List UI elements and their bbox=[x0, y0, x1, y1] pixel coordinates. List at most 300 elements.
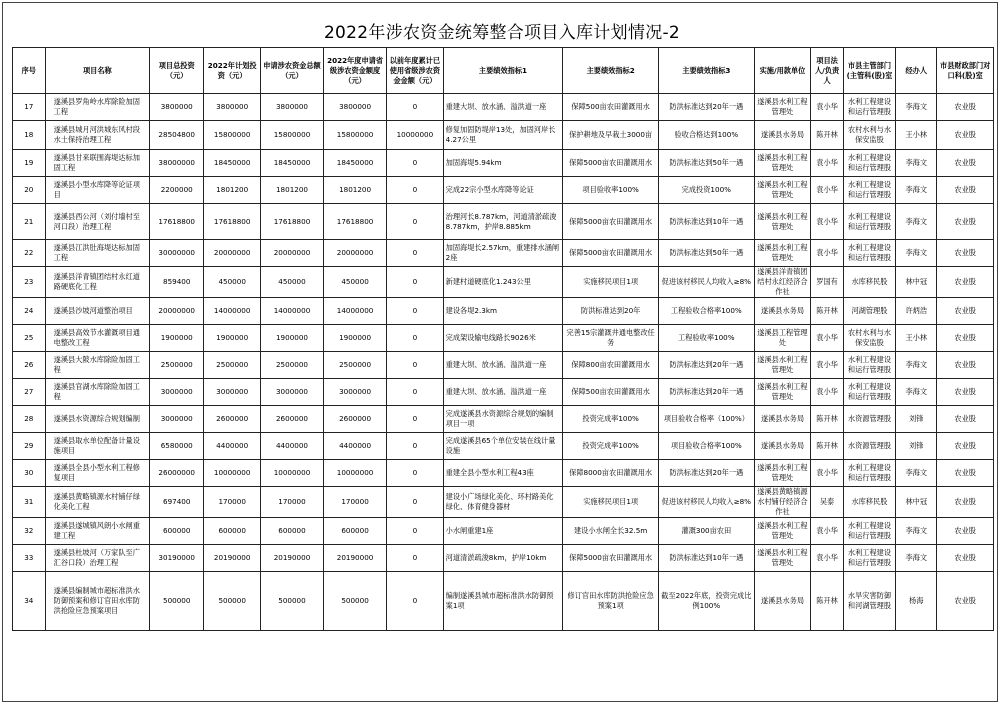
col-header: 以前年度累计已使用省级涉农资金金额（元） bbox=[387, 48, 444, 94]
table-row bbox=[13, 460, 994, 487]
handler: 刘锋 bbox=[896, 433, 937, 460]
applied-funds: 500000 bbox=[260, 572, 323, 631]
implementing-unit: 遂溪县水利工程管理处 bbox=[754, 379, 811, 406]
project-name: 遂溪县官湖水库除险加固工程 bbox=[45, 379, 149, 406]
implementing-unit: 遂溪县水利工程管理处 bbox=[754, 150, 811, 177]
col-header: 项目名称 bbox=[45, 48, 149, 94]
used-funds: 0 bbox=[387, 240, 444, 267]
handler: 李海文 bbox=[896, 177, 937, 204]
handler: 李海文 bbox=[896, 545, 937, 572]
applied-funds: 1900000 bbox=[260, 325, 323, 352]
provincial-funds: 3800000 bbox=[324, 94, 387, 121]
kpi-1: 编制遂溪县城市超标准洪水防御预案1项 bbox=[443, 572, 563, 631]
project-name: 遂溪县水资源综合规划编制 bbox=[45, 406, 149, 433]
project-name: 遂溪县黄略镇源水村铺仔绿化美化工程 bbox=[45, 487, 149, 518]
managing-dept: 水资源管理股 bbox=[843, 406, 895, 433]
implementing-unit: 遂溪县水利工程管理处 bbox=[754, 240, 811, 267]
applied-funds: 20000000 bbox=[260, 240, 323, 267]
row-number: 23 bbox=[13, 267, 46, 298]
kpi-2: 投资完成率100% bbox=[563, 433, 659, 460]
project-name: 遂溪县城月河洪城东风村段水土保持治理工程 bbox=[45, 121, 149, 150]
kpi-1: 建设小广场绿化美化、环村路美化绿化、体育健身器材 bbox=[443, 487, 563, 518]
plan-investment: 4400000 bbox=[204, 433, 261, 460]
project-lead: 陈开林 bbox=[811, 406, 844, 433]
kpi-3: 防洪标准达到10年一遇 bbox=[658, 204, 754, 240]
handler: 许炳浩 bbox=[896, 298, 937, 325]
project-lead: 袁小华 bbox=[811, 204, 844, 240]
used-funds: 0 bbox=[387, 150, 444, 177]
kpi-2: 投资完成率100% bbox=[563, 406, 659, 433]
finance-dept: 农业股 bbox=[937, 94, 994, 121]
total-investment: 697400 bbox=[150, 487, 204, 518]
plan-investment: 18450000 bbox=[204, 150, 261, 177]
row-number: 33 bbox=[13, 545, 46, 572]
row-number: 17 bbox=[13, 94, 46, 121]
plan-investment: 3000000 bbox=[204, 379, 261, 406]
project-name: 遂溪县大陂水库除险加固工程 bbox=[45, 352, 149, 379]
kpi-3: 灌溉300亩农田 bbox=[658, 518, 754, 545]
managing-dept: 水利工程建设和运行管理股 bbox=[843, 460, 895, 487]
provincial-funds: 500000 bbox=[324, 572, 387, 631]
kpi-1: 完成遂溪县水资源综合规划的编制项目一项 bbox=[443, 406, 563, 433]
managing-dept: 水库移民股 bbox=[843, 487, 895, 518]
row-number: 30 bbox=[13, 460, 46, 487]
handler: 王小林 bbox=[896, 325, 937, 352]
provincial-funds: 1801200 bbox=[324, 177, 387, 204]
kpi-1: 建设各堤2.3km bbox=[443, 298, 563, 325]
provincial-funds: 14000000 bbox=[324, 298, 387, 325]
table-row bbox=[13, 487, 994, 518]
kpi-2: 保障5000亩农田灌溉用水 bbox=[563, 204, 659, 240]
kpi-3: 防洪标准达到20年一遇 bbox=[658, 379, 754, 406]
provincial-funds: 15800000 bbox=[324, 121, 387, 150]
row-number: 22 bbox=[13, 240, 46, 267]
col-header: 项目法人/负责人 bbox=[811, 48, 844, 94]
project-lead: 袁小华 bbox=[811, 240, 844, 267]
col-header: 主要绩效指标1 bbox=[443, 48, 563, 94]
used-funds: 0 bbox=[387, 545, 444, 572]
used-funds: 0 bbox=[387, 298, 444, 325]
project-name: 遂溪县洋青镇团结村永红道路硬底化工程 bbox=[45, 267, 149, 298]
kpi-1: 完成架设输电线路长9026米 bbox=[443, 325, 563, 352]
handler: 李海文 bbox=[896, 204, 937, 240]
implementing-unit: 遂溪县黄略镇源水村铺仔经济合作社 bbox=[754, 487, 811, 518]
implementing-unit: 遂溪县水利工程管理处 bbox=[754, 177, 811, 204]
table-row bbox=[13, 94, 994, 121]
used-funds: 0 bbox=[387, 204, 444, 240]
handler: 王小林 bbox=[896, 121, 937, 150]
used-funds: 0 bbox=[387, 518, 444, 545]
kpi-2: 项目验收率100% bbox=[563, 177, 659, 204]
finance-dept: 农业股 bbox=[937, 518, 994, 545]
col-header: 申请涉农资金总额（元） bbox=[260, 48, 323, 94]
kpi-2: 实施移民项目1项 bbox=[563, 267, 659, 298]
project-lead: 袁小华 bbox=[811, 94, 844, 121]
project-name: 遂溪县甘来联围海堤达标加固工程 bbox=[45, 150, 149, 177]
document-title: 2022年涉农资金统筹整合项目入库计划情况-2 bbox=[323, 23, 681, 43]
kpi-1: 治理河长8.787km，河道清淤疏浚8.787km，护岸8.885km bbox=[443, 204, 563, 240]
row-number: 34 bbox=[13, 572, 46, 631]
used-funds: 0 bbox=[387, 379, 444, 406]
kpi-2: 保障8000亩农田灌溉用水 bbox=[563, 460, 659, 487]
kpi-2: 保障5000亩农田灌溉用水 bbox=[563, 545, 659, 572]
implementing-unit: 遂溪县水务局 bbox=[754, 406, 811, 433]
project-lead: 陈开林 bbox=[811, 121, 844, 150]
provincial-funds: 170000 bbox=[324, 487, 387, 518]
used-funds: 0 bbox=[387, 177, 444, 204]
finance-dept: 农业股 bbox=[937, 352, 994, 379]
kpi-1: 完成22宗小型水库降等论证 bbox=[443, 177, 563, 204]
kpi-3: 完成投资100% bbox=[658, 177, 754, 204]
provincial-funds: 2500000 bbox=[324, 352, 387, 379]
handler: 李海文 bbox=[896, 518, 937, 545]
plan-investment: 1900000 bbox=[204, 325, 261, 352]
finance-dept: 农业股 bbox=[937, 177, 994, 204]
finance-dept: 农业股 bbox=[937, 325, 994, 352]
used-funds: 0 bbox=[387, 433, 444, 460]
managing-dept: 农村水利与水保安监股 bbox=[843, 325, 895, 352]
finance-dept: 农业股 bbox=[937, 433, 994, 460]
applied-funds: 18450000 bbox=[260, 150, 323, 177]
handler: 李海文 bbox=[896, 460, 937, 487]
table-row bbox=[13, 406, 994, 433]
applied-funds: 3000000 bbox=[260, 379, 323, 406]
kpi-2: 保障500亩农田灌溉用水 bbox=[563, 379, 659, 406]
row-number: 28 bbox=[13, 406, 46, 433]
table-row bbox=[13, 177, 994, 204]
used-funds: 0 bbox=[387, 352, 444, 379]
kpi-3: 防洪标准达到20年一遇 bbox=[658, 94, 754, 121]
finance-dept: 农业股 bbox=[937, 545, 994, 572]
col-header: 经办人 bbox=[896, 48, 937, 94]
kpi-3: 防洪标准达到50年一遇 bbox=[658, 240, 754, 267]
row-number: 29 bbox=[13, 433, 46, 460]
plan-investment: 3800000 bbox=[204, 94, 261, 121]
kpi-3: 促进该村移民人均收入≥8% bbox=[658, 267, 754, 298]
total-investment: 6580000 bbox=[150, 433, 204, 460]
project-lead: 袁小华 bbox=[811, 545, 844, 572]
used-funds: 10000000 bbox=[387, 121, 444, 150]
finance-dept: 农业股 bbox=[937, 240, 994, 267]
kpi-2: 保障800亩农田灌溉用水 bbox=[563, 352, 659, 379]
total-investment: 17618800 bbox=[150, 204, 204, 240]
provincial-funds: 450000 bbox=[324, 267, 387, 298]
managing-dept: 水利工程建设和运行管理股 bbox=[843, 379, 895, 406]
total-investment: 600000 bbox=[150, 518, 204, 545]
kpi-1: 修复加固防堤岸13处，加固河岸长4.27公里 bbox=[443, 121, 563, 150]
col-header: 项目总投资（元） bbox=[150, 48, 204, 94]
implementing-unit: 遂溪县水利工程管理处 bbox=[754, 460, 811, 487]
provincial-funds: 3000000 bbox=[324, 379, 387, 406]
applied-funds: 4400000 bbox=[260, 433, 323, 460]
implementing-unit: 遂溪县水利工程管理处 bbox=[754, 352, 811, 379]
finance-dept: 农业股 bbox=[937, 572, 994, 631]
total-investment: 20000000 bbox=[150, 298, 204, 325]
provincial-funds: 2600000 bbox=[324, 406, 387, 433]
handler: 李海文 bbox=[896, 240, 937, 267]
handler: 李海文 bbox=[896, 379, 937, 406]
col-header: 2022年计划投资（元） bbox=[204, 48, 261, 94]
project-lead: 吴泰 bbox=[811, 487, 844, 518]
managing-dept: 水利工程建设和运行管理股 bbox=[843, 352, 895, 379]
plan-investment: 17618800 bbox=[204, 204, 261, 240]
used-funds: 0 bbox=[387, 94, 444, 121]
plan-investment: 600000 bbox=[204, 518, 261, 545]
table-row bbox=[13, 240, 994, 267]
managing-dept: 水利工程建设和运行管理股 bbox=[843, 240, 895, 267]
col-header: 市县主管部门(主管科(股)室 bbox=[843, 48, 895, 94]
kpi-3: 验收合格达到100% bbox=[658, 121, 754, 150]
applied-funds: 450000 bbox=[260, 267, 323, 298]
applied-funds: 2600000 bbox=[260, 406, 323, 433]
col-header: 实施/用款单位 bbox=[754, 48, 811, 94]
row-number: 26 bbox=[13, 352, 46, 379]
project-lead: 袁小华 bbox=[811, 325, 844, 352]
col-header: 市县财政部门对口科(股)室 bbox=[937, 48, 994, 94]
row-number: 21 bbox=[13, 204, 46, 240]
project-name: 遂溪县全县小型水利工程修复项目 bbox=[45, 460, 149, 487]
kpi-1: 小水闸重建1座 bbox=[443, 518, 563, 545]
table-row bbox=[13, 150, 994, 177]
kpi-3: 工程验收合格率100% bbox=[658, 298, 754, 325]
kpi-2: 防洪标准达到20年 bbox=[563, 298, 659, 325]
total-investment: 3800000 bbox=[150, 94, 204, 121]
implementing-unit: 遂溪县工程管理处 bbox=[754, 325, 811, 352]
project-lead: 陈开林 bbox=[811, 433, 844, 460]
kpi-3: 截至2022年底，投资完成比例100% bbox=[658, 572, 754, 631]
finance-dept: 农业股 bbox=[937, 204, 994, 240]
provincial-funds: 20190000 bbox=[324, 545, 387, 572]
kpi-2: 实施移民项目1项 bbox=[563, 487, 659, 518]
row-number: 31 bbox=[13, 487, 46, 518]
total-investment: 28504800 bbox=[150, 121, 204, 150]
kpi-3: 防洪标准达到20年一遇 bbox=[658, 352, 754, 379]
kpi-3: 促进该村移民人均收入≥8% bbox=[658, 487, 754, 518]
plan-investment: 20000000 bbox=[204, 240, 261, 267]
managing-dept: 农村水利与水保安监股 bbox=[843, 121, 895, 150]
managing-dept: 水利工程建设和运行管理股 bbox=[843, 518, 895, 545]
plan-investment: 14000000 bbox=[204, 298, 261, 325]
table-row bbox=[13, 545, 994, 572]
project-lead: 袁小华 bbox=[811, 352, 844, 379]
implementing-unit: 遂溪县水利工程管理处 bbox=[754, 204, 811, 240]
project-name: 遂溪县西公河（刘付墙村至河口段）治理工程 bbox=[45, 204, 149, 240]
used-funds: 0 bbox=[387, 267, 444, 298]
project-name: 遂溪县小型水库降等论证项目 bbox=[45, 177, 149, 204]
kpi-3: 防洪标准达到50年一遇 bbox=[658, 150, 754, 177]
plan-investment: 10000000 bbox=[204, 460, 261, 487]
managing-dept: 水利工程建设和运行管理股 bbox=[843, 150, 895, 177]
managing-dept: 水利工程建设和运行管理股 bbox=[843, 177, 895, 204]
applied-funds: 17618800 bbox=[260, 204, 323, 240]
col-header: 主要绩效指标2 bbox=[563, 48, 659, 94]
provincial-funds: 20000000 bbox=[324, 240, 387, 267]
table-row bbox=[13, 325, 994, 352]
total-investment: 2500000 bbox=[150, 352, 204, 379]
implementing-unit: 遂溪县水利工程管理处 bbox=[754, 94, 811, 121]
header-row bbox=[13, 48, 994, 94]
table-row bbox=[13, 352, 994, 379]
kpi-2: 修订官田水库防洪抢险应急预案1项 bbox=[563, 572, 659, 631]
implementing-unit: 遂溪县水务局 bbox=[754, 121, 811, 150]
finance-dept: 农业股 bbox=[937, 460, 994, 487]
implementing-unit: 遂溪县水务局 bbox=[754, 572, 811, 631]
project-name: 遂溪县取水单位配备计量设施项目 bbox=[45, 433, 149, 460]
total-investment: 38000000 bbox=[150, 150, 204, 177]
applied-funds: 170000 bbox=[260, 487, 323, 518]
project-lead: 陈开林 bbox=[811, 572, 844, 631]
plan-investment: 1801200 bbox=[204, 177, 261, 204]
kpi-2: 完善15宗灌溉井通电整改任务 bbox=[563, 325, 659, 352]
col-header: 主要绩效指标3 bbox=[658, 48, 754, 94]
handler: 李海文 bbox=[896, 352, 937, 379]
total-investment: 500000 bbox=[150, 572, 204, 631]
managing-dept: 水旱灾害防御和河湖管理股 bbox=[843, 572, 895, 631]
kpi-2: 保障5000亩农田灌溉用水 bbox=[563, 150, 659, 177]
handler: 李海文 bbox=[896, 150, 937, 177]
finance-dept: 农业股 bbox=[937, 267, 994, 298]
applied-funds: 2500000 bbox=[260, 352, 323, 379]
kpi-1: 新建村道硬底化1.243公里 bbox=[443, 267, 563, 298]
plan-investment: 450000 bbox=[204, 267, 261, 298]
provincial-funds: 1900000 bbox=[324, 325, 387, 352]
project-name: 遂溪县罗角岭水库除险加固工程 bbox=[45, 94, 149, 121]
finance-dept: 农业股 bbox=[937, 379, 994, 406]
managing-dept: 水利工程建设和运行管理股 bbox=[843, 94, 895, 121]
project-lead: 袁小华 bbox=[811, 379, 844, 406]
table-row bbox=[13, 121, 994, 150]
managing-dept: 水利工程建设和运行管理股 bbox=[843, 545, 895, 572]
plan-investment: 15800000 bbox=[204, 121, 261, 150]
kpi-1: 河道清淤疏浚8km，护岸10km bbox=[443, 545, 563, 572]
kpi-1: 加固海堤长2.57km，重建排水涵闸2座 bbox=[443, 240, 563, 267]
project-name: 遂溪县杜坡河（万家队至广汇谷口段）治理工程 bbox=[45, 545, 149, 572]
managing-dept: 水利工程建设和运行管理股 bbox=[843, 204, 895, 240]
plan-investment: 2600000 bbox=[204, 406, 261, 433]
kpi-3: 防洪标准达到10年一遇 bbox=[658, 545, 754, 572]
row-number: 18 bbox=[13, 121, 46, 150]
kpi-3: 防洪标准达到20年一遇 bbox=[658, 460, 754, 487]
project-name: 遂溪县编制城市超标准洪水防御预案和修订官田水库防洪抢险应急预案项目 bbox=[45, 572, 149, 631]
table-row bbox=[13, 298, 994, 325]
kpi-3: 项目验收合格率100% bbox=[658, 433, 754, 460]
row-number: 27 bbox=[13, 379, 46, 406]
finance-dept: 农业股 bbox=[937, 487, 994, 518]
plan-investment: 170000 bbox=[204, 487, 261, 518]
implementing-unit: 遂溪县水利工程管理处 bbox=[754, 518, 811, 545]
col-header: 2022年度申请省级涉农资金额度（元） bbox=[324, 48, 387, 94]
used-funds: 0 bbox=[387, 460, 444, 487]
kpi-2: 保护耕地及早栽土3000亩 bbox=[563, 121, 659, 150]
table-row bbox=[13, 204, 994, 240]
finance-dept: 农业股 bbox=[937, 121, 994, 150]
kpi-1: 重建大坝、放水涵、溢洪道一座 bbox=[443, 379, 563, 406]
total-investment: 859400 bbox=[150, 267, 204, 298]
applied-funds: 15800000 bbox=[260, 121, 323, 150]
plan-investment: 20190000 bbox=[204, 545, 261, 572]
project-lead: 袁小华 bbox=[811, 177, 844, 204]
project-lead: 袁小华 bbox=[811, 460, 844, 487]
finance-dept: 农业股 bbox=[937, 298, 994, 325]
row-number: 24 bbox=[13, 298, 46, 325]
provincial-funds: 18450000 bbox=[324, 150, 387, 177]
applied-funds: 1801200 bbox=[260, 177, 323, 204]
total-investment: 30000000 bbox=[150, 240, 204, 267]
row-number: 19 bbox=[13, 150, 46, 177]
provincial-funds: 600000 bbox=[324, 518, 387, 545]
managing-dept: 水资源管理股 bbox=[843, 433, 895, 460]
table-row bbox=[13, 267, 994, 298]
row-number: 25 bbox=[13, 325, 46, 352]
project-table bbox=[12, 47, 994, 631]
handler: 杨海 bbox=[896, 572, 937, 631]
kpi-3: 工程验收率100% bbox=[658, 325, 754, 352]
col-header: 序号 bbox=[13, 48, 46, 94]
used-funds: 0 bbox=[387, 325, 444, 352]
kpi-1: 完成遂溪县65个单位安装在线计量设施 bbox=[443, 433, 563, 460]
row-number: 32 bbox=[13, 518, 46, 545]
provincial-funds: 17618800 bbox=[324, 204, 387, 240]
implementing-unit: 遂溪县水务局 bbox=[754, 433, 811, 460]
total-investment: 3000000 bbox=[150, 379, 204, 406]
table-row bbox=[13, 518, 994, 545]
plan-investment: 2500000 bbox=[204, 352, 261, 379]
provincial-funds: 10000000 bbox=[324, 460, 387, 487]
applied-funds: 14000000 bbox=[260, 298, 323, 325]
total-investment: 2200000 bbox=[150, 177, 204, 204]
handler: 林中冠 bbox=[896, 267, 937, 298]
project-lead: 袁小华 bbox=[811, 518, 844, 545]
project-lead: 陈开林 bbox=[811, 298, 844, 325]
total-investment: 26000000 bbox=[150, 460, 204, 487]
handler: 李海文 bbox=[896, 94, 937, 121]
applied-funds: 600000 bbox=[260, 518, 323, 545]
provincial-funds: 4400000 bbox=[324, 433, 387, 460]
implementing-unit: 遂溪县洋青镇团结村永红经济合作社 bbox=[754, 267, 811, 298]
plan-investment: 500000 bbox=[204, 572, 261, 631]
table-body bbox=[13, 94, 994, 631]
project-lead: 罗国有 bbox=[811, 267, 844, 298]
total-investment: 1900000 bbox=[150, 325, 204, 352]
row-number: 20 bbox=[13, 177, 46, 204]
applied-funds: 10000000 bbox=[260, 460, 323, 487]
implementing-unit: 遂溪县水务局 bbox=[754, 298, 811, 325]
kpi-1: 重建大坝、放水涵、溢洪道一座 bbox=[443, 94, 563, 121]
project-lead: 袁小华 bbox=[811, 150, 844, 177]
managing-dept: 水库移民股 bbox=[843, 267, 895, 298]
project-name: 遂溪县高效节水灌溉项目通电整改工程 bbox=[45, 325, 149, 352]
kpi-2: 保障500亩农田灌溉用水 bbox=[563, 94, 659, 121]
used-funds: 0 bbox=[387, 487, 444, 518]
kpi-3: 项目验收合格率（100%） bbox=[658, 406, 754, 433]
kpi-1: 加固海堤5.94km bbox=[443, 150, 563, 177]
kpi-1: 重建全县小型水利工程43座 bbox=[443, 460, 563, 487]
kpi-1: 重建大坝、放水涵、溢洪道一座 bbox=[443, 352, 563, 379]
kpi-2: 建设小水闸全长32.5m bbox=[563, 518, 659, 545]
total-investment: 30190000 bbox=[150, 545, 204, 572]
table-row bbox=[13, 379, 994, 406]
applied-funds: 3800000 bbox=[260, 94, 323, 121]
table-row bbox=[13, 433, 994, 460]
managing-dept: 河湖管理股 bbox=[843, 298, 895, 325]
kpi-2: 保障5000亩农田灌溉用水 bbox=[563, 240, 659, 267]
applied-funds: 20190000 bbox=[260, 545, 323, 572]
used-funds: 0 bbox=[387, 572, 444, 631]
finance-dept: 农业股 bbox=[937, 150, 994, 177]
project-name: 遂溪县沙坡河道整治项目 bbox=[45, 298, 149, 325]
implementing-unit: 遂溪县水利工程管理处 bbox=[754, 545, 811, 572]
handler: 刘锋 bbox=[896, 406, 937, 433]
